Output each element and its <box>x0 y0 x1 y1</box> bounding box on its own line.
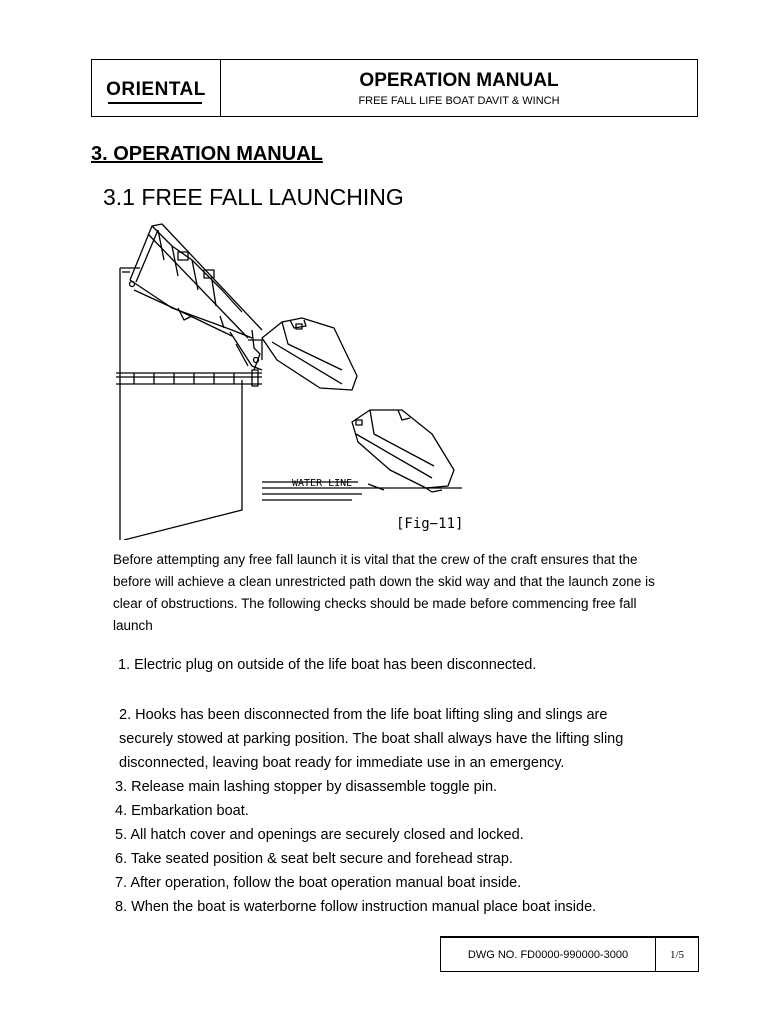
check-item: 4. Embarkation boat. <box>115 803 249 819</box>
page-number: 1/5 <box>669 948 685 961</box>
check-item: 6. Take seated position & seat belt secure and forehead strap. <box>115 851 513 867</box>
check-item-continuation: disconnected, leaving boat ready for immediate use in an emergency. <box>119 755 565 771</box>
figure-caption: [Fig−11] <box>396 516 464 532</box>
intro-line: launch <box>113 618 153 633</box>
water-line-label: WATER LINE <box>292 478 353 489</box>
logo-text: ORIENTAL <box>106 79 206 100</box>
ship-deck-structure <box>116 268 262 540</box>
intro-line: clear of obstructions. The following checks should be made before commencing free fall <box>113 596 637 611</box>
intro-line: before will achieve a clean unrestricted path down the skid way and that the launch zone is <box>113 574 655 589</box>
check-item: 8. When the boat is waterborne follow instruction manual place boat inside. <box>115 899 597 915</box>
header-title-cell <box>221 60 697 116</box>
logo-cell <box>92 60 221 116</box>
intro-line: Before attempting any free fall launch it is vital that the crew of the craft ensures that the <box>113 552 638 567</box>
check-item: 2. Hooks has been disconnected from the life boat lifting sling and slings are <box>119 707 608 723</box>
free-fall-launch-drawing <box>112 220 472 540</box>
check-item: 3. Release main lashing stopper by disassemble toggle pin. <box>115 779 498 795</box>
header-title: OPERATION MANUAL <box>359 69 559 91</box>
check-item: 1. Electric plug on outside of the life boat has been disconnected. <box>118 657 537 673</box>
company-logo <box>106 79 206 101</box>
davit-frame <box>130 224 263 370</box>
header-subtitle: FREE FALL LIFE BOAT DAVIT & WINCH <box>358 94 560 107</box>
subsection-title: 3.1 FREE FALL LAUNCHING <box>103 184 404 210</box>
intro-paragraph <box>113 549 693 637</box>
section-title: 3. OPERATION MANUAL <box>91 143 323 165</box>
lifeboat-upper <box>262 318 357 390</box>
document-header <box>91 59 698 117</box>
check-item: 5. All hatch cover and openings are securely closed and locked. <box>115 827 524 843</box>
drawing-number: DWG NO. FD0000-990000-3000 <box>441 938 656 971</box>
check-item: 7. After operation, follow the boat operation manual boat inside. <box>115 875 522 891</box>
logo-underline <box>108 102 202 104</box>
lifeboat-lower <box>352 410 454 492</box>
check-item-continuation: securely stowed at parking position. The boat shall always have the lifting sling <box>119 731 624 747</box>
drawing-number-block <box>440 937 699 972</box>
